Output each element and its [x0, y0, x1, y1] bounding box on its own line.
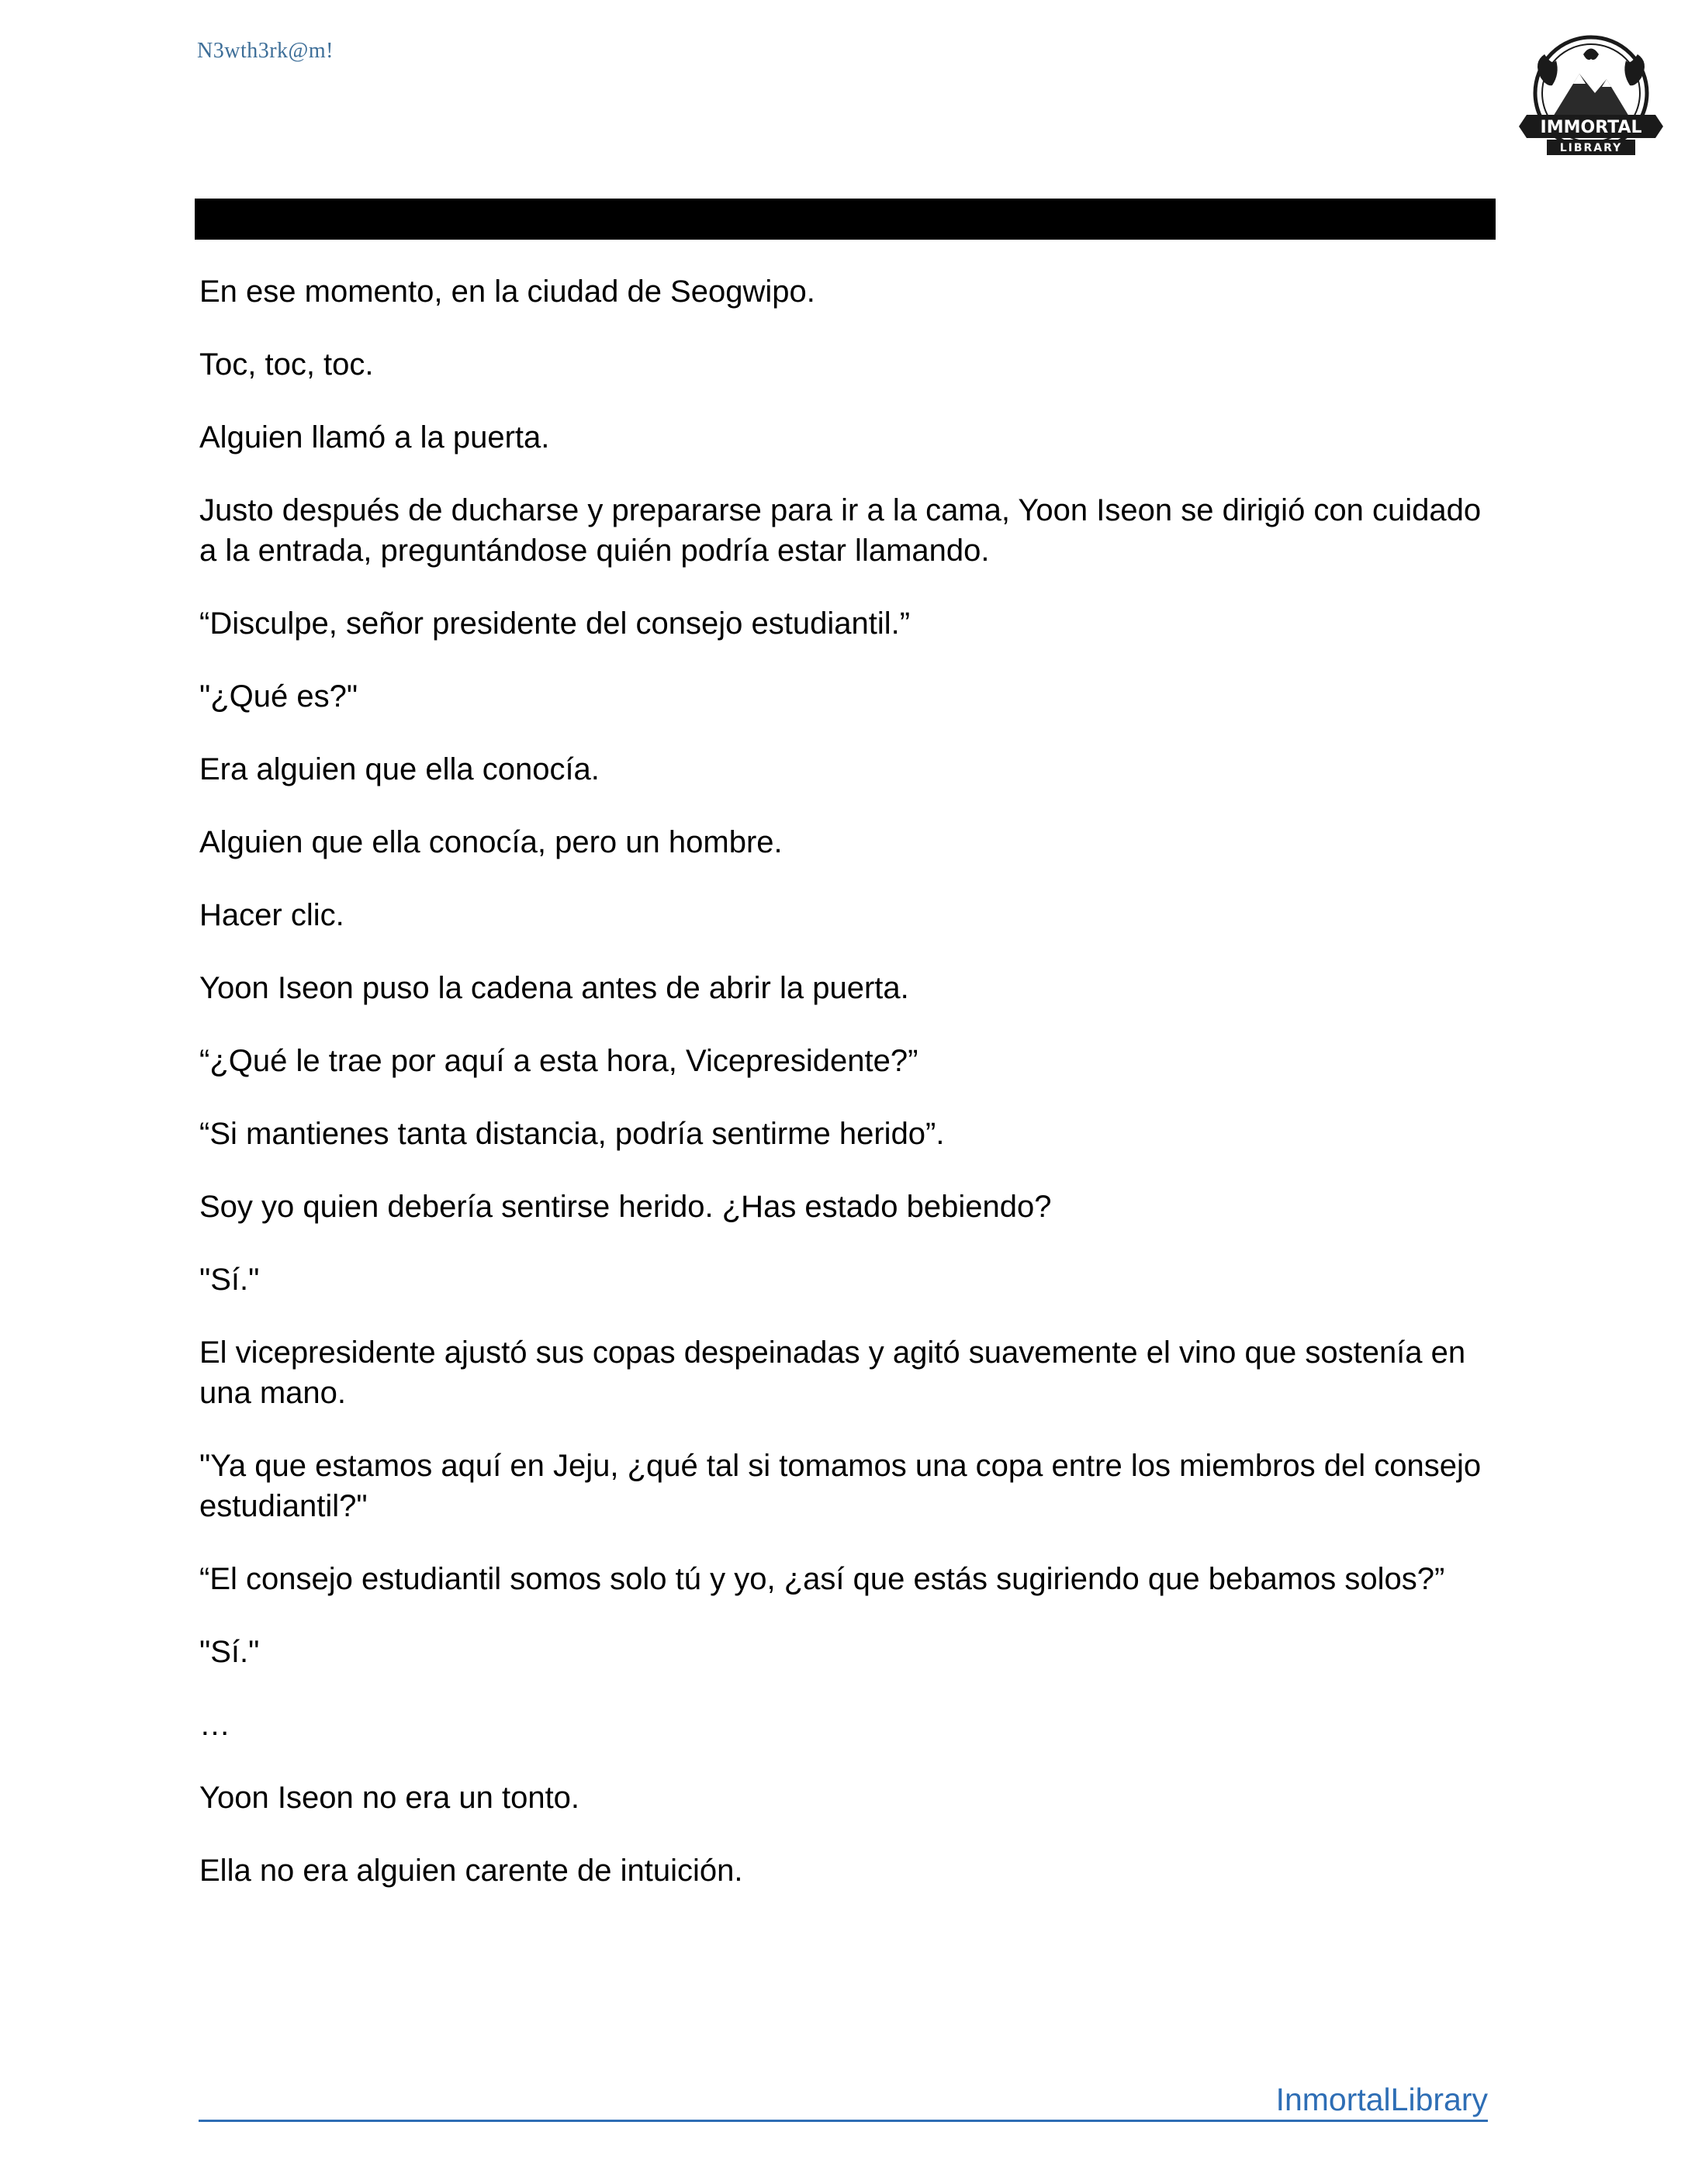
paragraph: “El consejo estudiantil somos solo tú y yo, ¿así que estás sugiriendo que bebamos solos?”: [199, 1562, 1445, 1596]
paragraph: "Sí.": [199, 1263, 260, 1297]
paragraph: Justo después de ducharse y prepararse para ir a la cama, Yoon Iseon se dirigió con cuidado a la entrada, preguntándose quién podría estar llamando.: [199, 493, 1482, 568]
paragraph: Alguien que ella conocía, pero un hombre.: [199, 825, 783, 859]
footer-rule: [199, 2120, 1488, 2122]
chapter-body: [199, 271, 1503, 1923]
paragraph: En ese momento, en la ciudad de Seogwipo.: [199, 275, 815, 309]
logo-text-line2: LIBRARY: [1559, 142, 1623, 154]
paragraph: "¿Qué es?": [199, 679, 358, 714]
immortal-library-logo-icon: [1517, 31, 1665, 163]
paragraph: Era alguien que ella conocía.: [199, 752, 600, 786]
paragraph: “Disculpe, señor presidente del consejo estudiantil.”: [199, 606, 911, 641]
logo-text-line1: IMMORTAL: [1540, 118, 1642, 137]
paragraph: El vicepresidente ajustó sus copas despeinadas y agitó suavemente el vino que sostenía en una mano.: [199, 1336, 1466, 1410]
paragraph: Ella no era alguien carente de intuición.: [199, 1854, 743, 1888]
paragraph: …: [199, 1708, 230, 1742]
footer-link-inmortal-library[interactable]: InmortalLibrary: [1275, 2082, 1488, 2117]
redaction-bar: [195, 199, 1496, 240]
paragraph: Hacer clic.: [199, 898, 344, 932]
paragraph: Yoon Iseon puso la cadena antes de abrir la puerta.: [199, 971, 909, 1005]
paragraph: Soy yo quien debería sentirse herido. ¿Has estado bebiendo?: [199, 1190, 1052, 1224]
paragraph: "Ya que estamos aquí en Jeju, ¿qué tal si tomamos una copa entre los miembros del consejo estudiantil?": [199, 1449, 1482, 1523]
paragraph: “Si mantienes tanta distancia, podría sentirme herido”.: [199, 1117, 945, 1151]
paragraph: Alguien llamó a la puerta.: [199, 420, 550, 454]
paragraph: “¿Qué le trae por aquí a esta hora, Vicepresidente?”: [199, 1044, 918, 1078]
watermark-text: N3wth3rk@m!: [197, 39, 334, 63]
paragraph: Yoon Iseon no era un tonto.: [199, 1781, 580, 1815]
paragraph: Toc, toc, toc.: [199, 347, 374, 382]
paragraph: "Sí.": [199, 1635, 260, 1669]
